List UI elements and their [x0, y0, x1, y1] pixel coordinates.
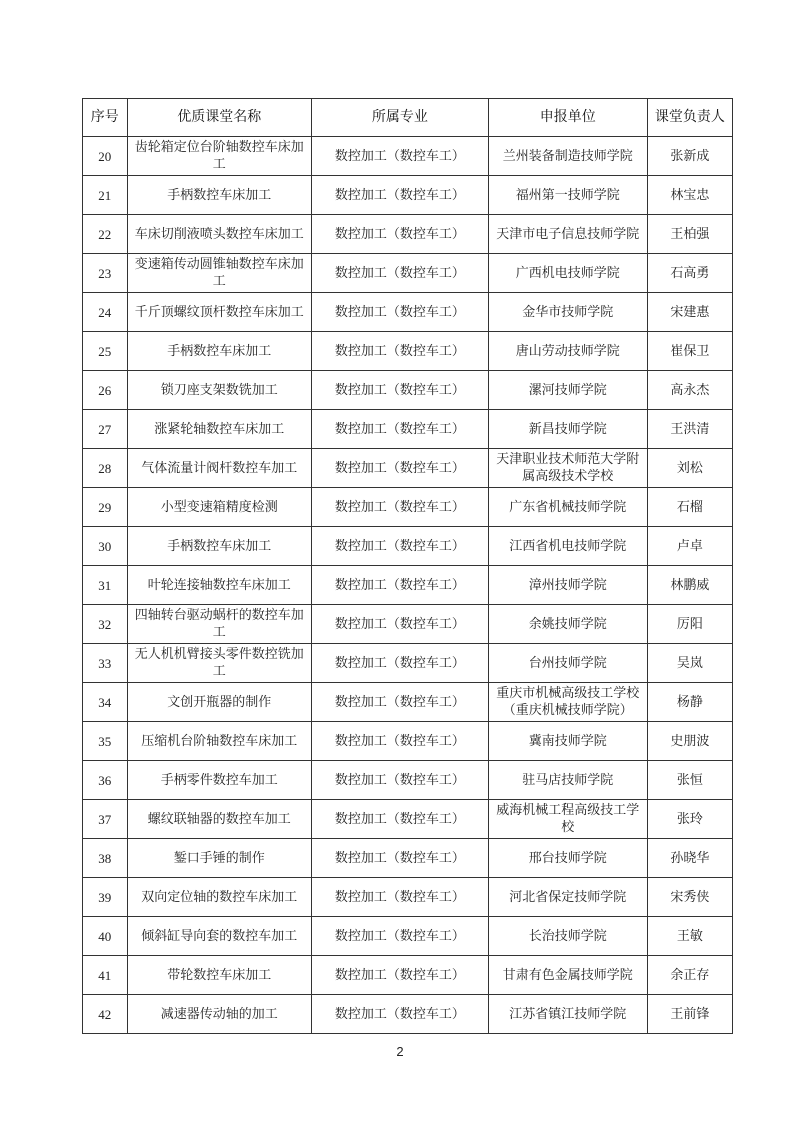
table-row [83, 644, 733, 683]
cell-applying-unit: 长治技师学院 [488, 917, 647, 956]
cell-serial-number: 25 [83, 332, 128, 371]
cell-classroom-name: 四轴转台驱动蜗杆的数控车加工 [127, 605, 311, 644]
cell-serial-number: 20 [83, 137, 128, 176]
cell-serial-number: 34 [83, 683, 128, 722]
cell-serial-number: 36 [83, 761, 128, 800]
table-row [83, 956, 733, 995]
cell-leader: 王柏强 [647, 215, 732, 254]
table-row [83, 254, 733, 293]
table-row [83, 800, 733, 839]
cell-applying-unit: 江苏省镇江技师学院 [488, 995, 647, 1034]
cell-major: 数控加工（数控车工） [311, 722, 488, 761]
cell-major: 数控加工（数控车工） [311, 293, 488, 332]
cell-classroom-name: 气体流量计阀杆数控车加工 [127, 449, 311, 488]
cell-serial-number: 22 [83, 215, 128, 254]
cell-leader: 石高勇 [647, 254, 732, 293]
cell-classroom-name: 带轮数控车床加工 [127, 956, 311, 995]
cell-serial-number: 33 [83, 644, 128, 683]
table-row [83, 917, 733, 956]
table-row [83, 410, 733, 449]
cell-applying-unit: 福州第一技师学院 [488, 176, 647, 215]
table-row [83, 722, 733, 761]
cell-leader: 余正存 [647, 956, 732, 995]
table-row [83, 488, 733, 527]
cell-major: 数控加工（数控车工） [311, 839, 488, 878]
header-classroom-name: 优质课堂名称 [127, 99, 311, 137]
cell-classroom-name: 小型变速箱精度检测 [127, 488, 311, 527]
cell-serial-number: 28 [83, 449, 128, 488]
cell-major: 数控加工（数控车工） [311, 917, 488, 956]
cell-classroom-name: 錾口手锤的制作 [127, 839, 311, 878]
cell-serial-number: 35 [83, 722, 128, 761]
cell-classroom-name: 压缩机台阶轴数控车床加工 [127, 722, 311, 761]
cell-leader: 张新成 [647, 137, 732, 176]
cell-leader: 王敏 [647, 917, 732, 956]
cell-applying-unit: 威海机械工程高级技工学校 [488, 800, 647, 839]
cell-classroom-name: 文创开瓶器的制作 [127, 683, 311, 722]
cell-applying-unit: 新昌技师学院 [488, 410, 647, 449]
cell-classroom-name: 减速器传动轴的加工 [127, 995, 311, 1034]
table-row [83, 605, 733, 644]
cell-applying-unit: 驻马店技师学院 [488, 761, 647, 800]
cell-leader: 宋秀侠 [647, 878, 732, 917]
cell-leader: 刘松 [647, 449, 732, 488]
cell-classroom-name: 手柄零件数控车加工 [127, 761, 311, 800]
cell-serial-number: 24 [83, 293, 128, 332]
cell-serial-number: 38 [83, 839, 128, 878]
cell-applying-unit: 广西机电技师学院 [488, 254, 647, 293]
cell-applying-unit: 邢台技师学院 [488, 839, 647, 878]
page-number: 2 [396, 1044, 404, 1059]
cell-classroom-name: 螺纹联轴器的数控车加工 [127, 800, 311, 839]
cell-major: 数控加工（数控车工） [311, 332, 488, 371]
cell-applying-unit: 漯河技师学院 [488, 371, 647, 410]
cell-leader: 卢卓 [647, 527, 732, 566]
cell-serial-number: 23 [83, 254, 128, 293]
cell-applying-unit: 江西省机电技师学院 [488, 527, 647, 566]
header-serial-number: 序号 [83, 99, 128, 137]
cell-serial-number: 21 [83, 176, 128, 215]
cell-applying-unit: 漳州技师学院 [488, 566, 647, 605]
cell-major: 数控加工（数控车工） [311, 800, 488, 839]
table-row [83, 527, 733, 566]
cell-applying-unit: 冀南技师学院 [488, 722, 647, 761]
cell-major: 数控加工（数控车工） [311, 956, 488, 995]
quality-classroom-table [82, 98, 733, 1034]
cell-leader: 林鹏威 [647, 566, 732, 605]
table-row [83, 176, 733, 215]
cell-leader: 高永杰 [647, 371, 732, 410]
cell-classroom-name: 锁刀座支架数铣加工 [127, 371, 311, 410]
table-row [83, 566, 733, 605]
cell-classroom-name: 齿轮箱定位台阶轴数控车床加工 [127, 137, 311, 176]
cell-leader: 吴岚 [647, 644, 732, 683]
cell-applying-unit: 甘肃有色金属技师学院 [488, 956, 647, 995]
cell-leader: 杨静 [647, 683, 732, 722]
cell-leader: 厉阳 [647, 605, 732, 644]
cell-classroom-name: 双向定位轴的数控车床加工 [127, 878, 311, 917]
cell-applying-unit: 余姚技师学院 [488, 605, 647, 644]
table-row [83, 839, 733, 878]
cell-major: 数控加工（数控车工） [311, 137, 488, 176]
cell-serial-number: 42 [83, 995, 128, 1034]
cell-classroom-name: 涨紧轮轴数控车床加工 [127, 410, 311, 449]
cell-major: 数控加工（数控车工） [311, 878, 488, 917]
cell-major: 数控加工（数控车工） [311, 683, 488, 722]
table-row [83, 761, 733, 800]
cell-applying-unit: 重庆市机械高级技工学校（重庆机械技师学院） [488, 683, 647, 722]
cell-classroom-name: 无人机机臂接头零件数控铣加工 [127, 644, 311, 683]
cell-applying-unit: 广东省机械技师学院 [488, 488, 647, 527]
cell-serial-number: 30 [83, 527, 128, 566]
cell-classroom-name: 手柄数控车床加工 [127, 176, 311, 215]
cell-serial-number: 41 [83, 956, 128, 995]
cell-leader: 王前锋 [647, 995, 732, 1034]
table-row [83, 683, 733, 722]
table-row [83, 449, 733, 488]
cell-applying-unit: 金华市技师学院 [488, 293, 647, 332]
cell-applying-unit: 台州技师学院 [488, 644, 647, 683]
cell-leader: 石榴 [647, 488, 732, 527]
cell-major: 数控加工（数控车工） [311, 371, 488, 410]
cell-serial-number: 39 [83, 878, 128, 917]
cell-leader: 崔保卫 [647, 332, 732, 371]
table-body [83, 137, 733, 1034]
cell-leader: 张玲 [647, 800, 732, 839]
cell-leader: 林宝忠 [647, 176, 732, 215]
table-row [83, 878, 733, 917]
cell-serial-number: 40 [83, 917, 128, 956]
cell-applying-unit: 唐山劳动技师学院 [488, 332, 647, 371]
cell-classroom-name: 变速箱传动圆锥轴数控车床加工 [127, 254, 311, 293]
cell-major: 数控加工（数控车工） [311, 410, 488, 449]
cell-leader: 王洪清 [647, 410, 732, 449]
cell-leader: 宋建惠 [647, 293, 732, 332]
cell-applying-unit: 天津市电子信息技师学院 [488, 215, 647, 254]
header-major: 所属专业 [311, 99, 488, 137]
table-header-row [83, 99, 733, 137]
cell-major: 数控加工（数控车工） [311, 488, 488, 527]
header-leader: 课堂负责人 [647, 99, 732, 137]
cell-leader: 张恒 [647, 761, 732, 800]
table-row [83, 293, 733, 332]
cell-serial-number: 37 [83, 800, 128, 839]
cell-serial-number: 27 [83, 410, 128, 449]
cell-major: 数控加工（数控车工） [311, 761, 488, 800]
cell-classroom-name: 千斤顶螺纹顶杆数控车床加工 [127, 293, 311, 332]
cell-classroom-name: 车床切削液喷头数控车床加工 [127, 215, 311, 254]
cell-major: 数控加工（数控车工） [311, 527, 488, 566]
cell-major: 数控加工（数控车工） [311, 566, 488, 605]
table-row [83, 371, 733, 410]
cell-leader: 史朋波 [647, 722, 732, 761]
cell-serial-number: 26 [83, 371, 128, 410]
table-row [83, 215, 733, 254]
cell-applying-unit: 河北省保定技师学院 [488, 878, 647, 917]
cell-classroom-name: 倾斜缸导向套的数控车加工 [127, 917, 311, 956]
table-row [83, 995, 733, 1034]
cell-classroom-name: 叶轮连接轴数控车床加工 [127, 566, 311, 605]
cell-serial-number: 29 [83, 488, 128, 527]
cell-applying-unit: 天津职业技术师范大学附属高级技术学校 [488, 449, 647, 488]
cell-leader: 孙晓华 [647, 839, 732, 878]
cell-applying-unit: 兰州装备制造技师学院 [488, 137, 647, 176]
cell-major: 数控加工（数控车工） [311, 605, 488, 644]
header-applying-unit: 申报单位 [488, 99, 647, 137]
cell-major: 数控加工（数控车工） [311, 449, 488, 488]
cell-major: 数控加工（数控车工） [311, 215, 488, 254]
cell-major: 数控加工（数控车工） [311, 995, 488, 1034]
cell-classroom-name: 手柄数控车床加工 [127, 332, 311, 371]
table-row [83, 332, 733, 371]
cell-major: 数控加工（数控车工） [311, 254, 488, 293]
cell-classroom-name: 手柄数控车床加工 [127, 527, 311, 566]
cell-serial-number: 32 [83, 605, 128, 644]
cell-serial-number: 31 [83, 566, 128, 605]
table-row [83, 137, 733, 176]
cell-major: 数控加工（数控车工） [311, 644, 488, 683]
cell-major: 数控加工（数控车工） [311, 176, 488, 215]
